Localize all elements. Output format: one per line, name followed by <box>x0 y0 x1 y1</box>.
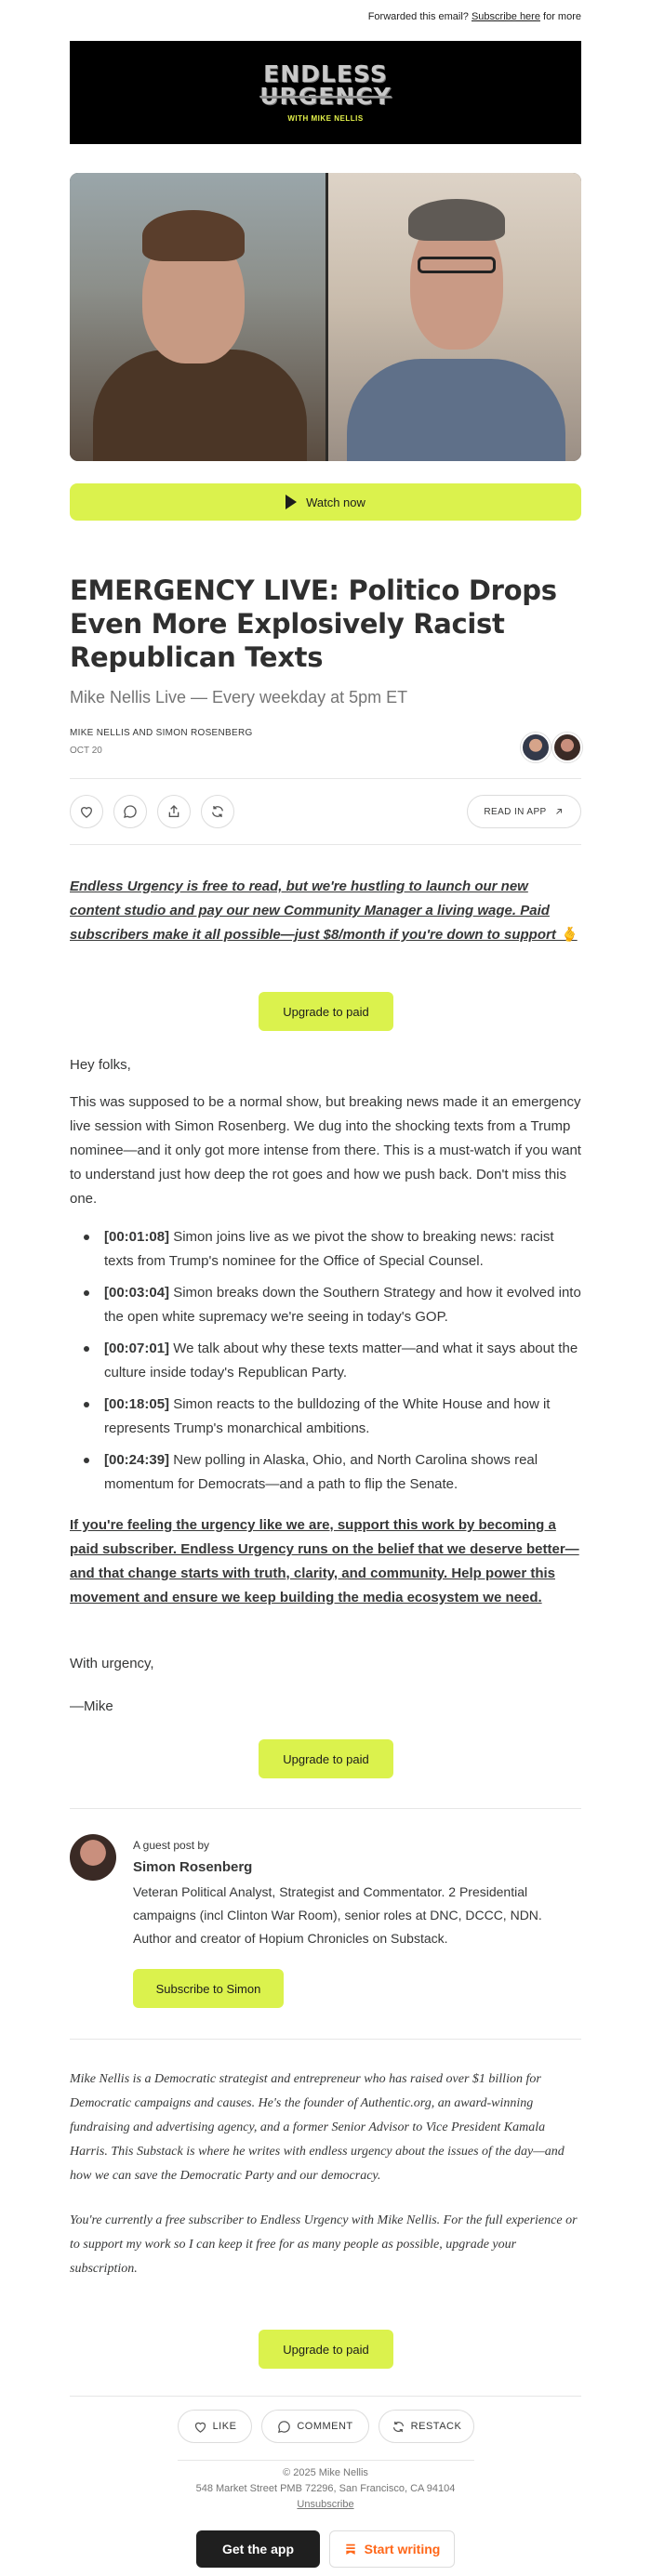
subscribe-to-simon-label: Subscribe to Simon <box>155 1981 261 1996</box>
timestamp-item <box>70 1337 581 1385</box>
upgrade-label: Upgrade to paid <box>283 2342 369 2357</box>
subscribe-to-simon-button[interactable] <box>133 1969 284 2008</box>
divider-top <box>70 778 581 779</box>
post-byline[interactable]: MIKE NELLIS AND SIMON ROSENBERG <box>70 728 253 738</box>
substack-logo-icon <box>344 2543 357 2556</box>
read-in-app-button[interactable] <box>467 795 581 828</box>
timestamp-text: Simon joins live as we pivot the show to breaking news: racist texts from Trump's nominee for the Office of Special Counsel. <box>104 1229 554 1269</box>
unsubscribe-link[interactable]: Unsubscribe <box>297 2499 354 2510</box>
video-right-panel <box>328 173 581 461</box>
timestamp-text: New polling in Alaska, Ohio, and North Carolina shows real momentum for Democrats—and a path to flip the Senate. <box>104 1452 538 1492</box>
restack-label: RESTACK <box>410 2421 462 2432</box>
restack-icon <box>392 2420 405 2434</box>
banner-line-2: URGENCY <box>259 82 392 110</box>
forward-suffix: for more <box>543 11 581 22</box>
signoff-line-1: With urgency, <box>70 1656 154 1671</box>
bottom-restack-button[interactable] <box>379 2410 474 2443</box>
subscribe-here-link[interactable]: Subscribe here <box>471 11 540 22</box>
divider-guest <box>70 1808 581 1809</box>
start-writing-button[interactable] <box>329 2530 455 2568</box>
heart-icon <box>79 804 94 819</box>
divider-footer <box>178 2460 474 2461</box>
share-icon <box>166 804 181 819</box>
post-subtitle: Mike Nellis Live — Every weekday at 5pm ET <box>70 688 408 707</box>
timestamp-item <box>70 1225 581 1274</box>
cta-paragraph[interactable]: If you're feeling the urgency like we are, support this work by becoming a paid subscriber. Endless Urgency runs on the belief that we deserve better—and that change starts with truth, clarity, and community. Help power this movement and ensure we keep building the media ecosystem we need. <box>70 1517 579 1605</box>
signoff-line-2: —Mike <box>70 1698 113 1714</box>
divider-bottom <box>70 2396 581 2397</box>
video-left-panel <box>70 173 326 461</box>
timestamp-text: Simon reacts to the bulldozing of the White House and how it represents Trump's monarchical ambitions. <box>104 1396 551 1436</box>
timestamp-text: Simon breaks down the Southern Strategy and how it evolved into the open white supremacy we're seeing in today's GOP. <box>104 1285 581 1325</box>
banner-line-1: ENDLESS <box>263 59 388 87</box>
comment-label: COMMENT <box>297 2421 353 2432</box>
comment-button[interactable] <box>113 795 147 828</box>
footer-copyright: © 2025 Mike Nellis <box>283 2467 368 2478</box>
post-date: OCT 20 <box>70 746 102 756</box>
timestamp-time: [00:03:04] <box>104 1285 170 1301</box>
watch-now-label: Watch now <box>306 495 365 509</box>
guest-label: A guest post by <box>133 1839 210 1852</box>
restack-button[interactable] <box>201 795 234 828</box>
upgrade-label: Upgrade to paid <box>283 1751 369 1766</box>
free-subscriber-note: You're currently a free subscriber to Endless Urgency with Mike Nellis. For the full experience or to support my work so I can keep it free for as many people as possible, upgrade your subscription. <box>70 2213 578 2276</box>
timestamp-item <box>70 1448 581 1497</box>
publication-banner[interactable] <box>70 41 581 144</box>
timestamp-item <box>70 1281 581 1329</box>
upgrade-to-paid-button-2[interactable] <box>259 1739 393 1778</box>
upgrade-to-paid-button-3[interactable] <box>259 2330 393 2369</box>
get-the-app-label: Get the app <box>221 2542 294 2556</box>
comment-icon <box>277 2420 291 2434</box>
timestamp-time: [00:01:08] <box>104 1229 170 1245</box>
timestamp-time: [00:24:39] <box>104 1452 170 1468</box>
arrow-up-right-icon <box>553 806 565 817</box>
divider-actions <box>70 844 581 845</box>
like-label: LIKE <box>212 2421 237 2432</box>
bottom-comment-button[interactable] <box>261 2410 369 2443</box>
author-avatar-simon[interactable] <box>552 733 582 762</box>
comment-icon <box>123 804 138 819</box>
upgrade-label: Upgrade to paid <box>283 1004 369 1019</box>
get-the-app-button[interactable] <box>196 2530 320 2568</box>
divider-about <box>70 2039 581 2040</box>
bottom-like-button[interactable] <box>178 2410 252 2443</box>
about-paragraph: Mike Nellis is a Democratic strategist and entrepreneur who has raised over $1 billion for Democratic campaigns and causes. He's the founder of Authentic.org, an award-winning fundraising and advertising agency, and a former Senior Advisor to Vice President Kamala Harris. This Substack is where he writes with endless urgency about the issues of the day—and how we can save the Democratic Party and our democracy. <box>70 2072 565 2183</box>
guest-name[interactable]: Simon Rosenberg <box>133 1859 253 1875</box>
start-writing-label: Start writing <box>364 2542 441 2556</box>
read-in-app-label: READ IN APP <box>484 806 547 817</box>
timestamp-time: [00:18:05] <box>104 1396 170 1412</box>
timestamp-item <box>70 1393 581 1441</box>
play-icon <box>286 495 297 509</box>
footer-address: 548 Market Street PMB 72296, San Francisco, CA 94104 <box>195 2483 456 2494</box>
share-button[interactable] <box>157 795 191 828</box>
post-title[interactable]: EMERGENCY LIVE: Politico Drops Even More Explosively Racist Republican Texts <box>70 575 557 673</box>
restack-icon <box>210 804 225 819</box>
timestamp-time: [00:07:01] <box>104 1341 170 1356</box>
timestamp-text: We talk about why these texts matter—and what it says about the culture inside today's Republican Party. <box>104 1341 578 1380</box>
intro-paragraph: This was supposed to be a normal show, but breaking news made it an emergency live session with Simon Rosenberg. We dug into the shocking texts from a Trump nominee—and it only got more intense from there. This is a must-watch if you want to understand just how deep the rot goes and how we push back. Don't miss this one. <box>70 1094 581 1207</box>
timestamp-list <box>70 1225 581 1504</box>
forward-notice <box>0 11 581 22</box>
greeting: Hey folks, <box>70 1057 131 1073</box>
promo-paragraph[interactable]: Endless Urgency is free to read, but we're hustling to launch our new content studio and pay our new Community Manager a living wage. Paid subscribers make it all possible—just $8/month if you're down to support 🫰 <box>70 878 578 943</box>
like-button[interactable] <box>70 795 103 828</box>
banner-line-3: WITH MIKE NELLIS <box>287 113 364 123</box>
video-thumbnail[interactable] <box>70 173 581 461</box>
guest-avatar[interactable] <box>70 1834 116 1881</box>
author-avatar-mike[interactable] <box>521 733 551 762</box>
heart-icon <box>193 2420 207 2434</box>
watch-now-button[interactable] <box>70 483 581 521</box>
forward-text: Forwarded this email? <box>367 11 469 22</box>
upgrade-to-paid-button-1[interactable] <box>259 992 393 1031</box>
guest-bio: Veteran Political Analyst, Strategist and Commentator. 2 Presidential campaigns (incl Clinton War Room), senior roles at DNC, DCCC, NDN. Author and creator of Hopium Chronicles on Substack. <box>133 1884 542 1946</box>
